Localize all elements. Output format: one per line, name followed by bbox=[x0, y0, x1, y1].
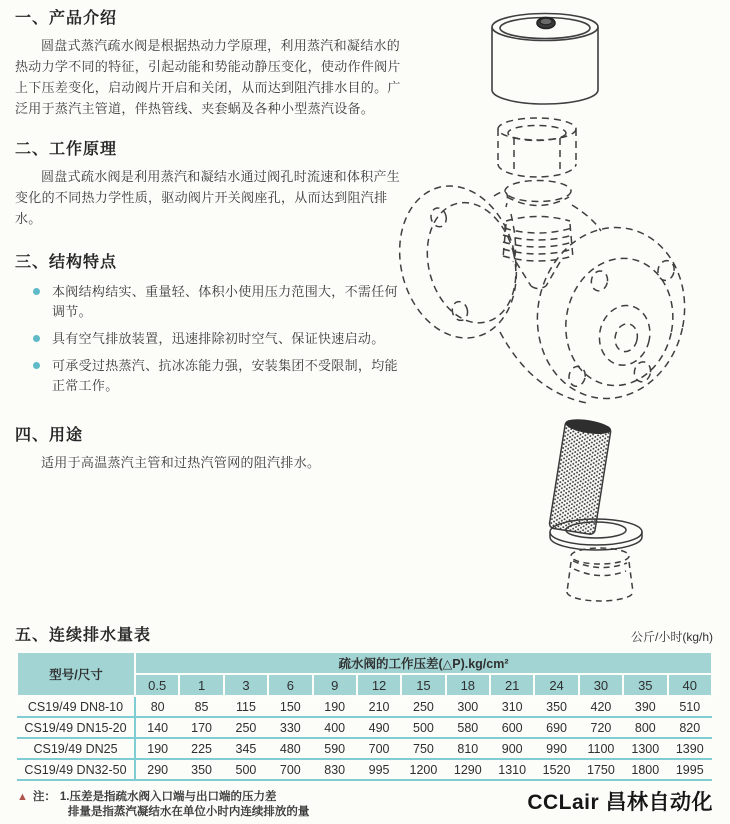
note-lines bbox=[60, 790, 310, 820]
value-cell: 85 bbox=[179, 696, 223, 717]
note-marker-icon: ▲ bbox=[17, 791, 28, 803]
value-cell: 600 bbox=[490, 717, 534, 738]
value-cell: 225 bbox=[179, 738, 223, 759]
table-row bbox=[17, 759, 712, 780]
value-cell: 500 bbox=[401, 717, 445, 738]
value-cell: 720 bbox=[579, 717, 623, 738]
model-cell: CS19/49 DN25 bbox=[17, 738, 135, 759]
feature-item bbox=[15, 329, 407, 349]
pressure-header-cell: 40 bbox=[668, 674, 713, 696]
value-cell: 1200 bbox=[401, 759, 445, 780]
unit-label: 公斤/小时(kg/h) bbox=[630, 630, 713, 644]
section-4-heading: 四、用途 bbox=[15, 427, 84, 444]
value-cell: 820 bbox=[668, 717, 713, 738]
pressure-header-cell: 3 bbox=[224, 674, 268, 696]
value-cell: 420 bbox=[579, 696, 623, 717]
value-cell: 250 bbox=[401, 696, 445, 717]
value-cell: 1520 bbox=[534, 759, 578, 780]
value-cell: 190 bbox=[313, 696, 357, 717]
value-cell: 400 bbox=[313, 717, 357, 738]
drainage-table-section bbox=[15, 622, 715, 781]
pressure-span-header: 疏水阀的工作压差(△P).kg/cm² bbox=[135, 652, 712, 674]
feature-text: 具有空气排放装置，迅速排除初时空气、保证快速启动。 bbox=[52, 331, 385, 346]
value-cell: 995 bbox=[357, 759, 401, 780]
value-cell: 510 bbox=[668, 696, 713, 717]
table-row bbox=[17, 717, 712, 738]
pressure-header-cell: 6 bbox=[268, 674, 312, 696]
value-cell: 300 bbox=[446, 696, 490, 717]
pressure-header-cell: 9 bbox=[313, 674, 357, 696]
section-2-body: 圆盘式疏水阀是利用蒸汽和凝结水通过阀孔时流速和体积产生变化的不同热力学性质，驱动阀片开关阀座孔，从而达到阻汽排水。 bbox=[15, 169, 401, 226]
value-cell: 500 bbox=[224, 759, 268, 780]
model-cell: CS19/49 DN15-20 bbox=[17, 717, 135, 738]
features-list bbox=[15, 282, 407, 396]
table-row bbox=[17, 738, 712, 759]
feature-item bbox=[15, 356, 407, 396]
value-cell: 1390 bbox=[668, 738, 713, 759]
value-cell: 350 bbox=[179, 759, 223, 780]
model-cell: CS19/49 DN8-10 bbox=[17, 696, 135, 717]
value-cell: 900 bbox=[490, 738, 534, 759]
value-cell: 990 bbox=[534, 738, 578, 759]
value-cell: 80 bbox=[135, 696, 179, 717]
feature-text: 可承受过热蒸汽、抗冰冻能力强，安装集团不受限制，均能正常工作。 bbox=[52, 358, 398, 393]
value-cell: 1100 bbox=[579, 738, 623, 759]
section-3-heading: 三、结构特点 bbox=[15, 254, 118, 271]
value-cell: 350 bbox=[534, 696, 578, 717]
section-1-body: 圆盘式蒸汽疏水阀是根据热动力学原理，利用蒸汽和凝结水的热动力学不同的特征，引起动能和势能动静压变化，使动作件阀片上下压差变化，启动阀片开启和关闭，从而达到阻汽排水目的。广泛用于蒸汽主管道，伴热管线、夹套蜗及各种小型蒸汽设备。 bbox=[15, 38, 401, 116]
bullet-icon bbox=[33, 362, 40, 369]
value-cell: 700 bbox=[268, 759, 312, 780]
bullet-icon bbox=[33, 288, 40, 295]
value-cell: 170 bbox=[179, 717, 223, 738]
value-cell: 390 bbox=[623, 696, 667, 717]
value-cell: 345 bbox=[224, 738, 268, 759]
value-cell: 700 bbox=[357, 738, 401, 759]
value-cell: 580 bbox=[446, 717, 490, 738]
valve-cap-drawing bbox=[492, 14, 598, 105]
pressure-header-cell: 1 bbox=[179, 674, 223, 696]
value-cell: 830 bbox=[313, 759, 357, 780]
table-row bbox=[17, 696, 712, 717]
value-cell: 750 bbox=[401, 738, 445, 759]
note-line-2: 排量是指蒸汽凝结水在单位小时内连续排放的量 bbox=[67, 806, 310, 818]
value-cell: 1300 bbox=[623, 738, 667, 759]
bonnet-nut-drawing bbox=[498, 118, 576, 177]
value-cell: 1310 bbox=[490, 759, 534, 780]
feature-text: 本阀结构结实、重量轻、体积小使用压力范围大，不需任何调节。 bbox=[52, 284, 398, 319]
section-4-body: 适用于高温蒸汽主管和过热汽管网的阻汽排水。 bbox=[41, 455, 321, 470]
value-cell: 800 bbox=[623, 717, 667, 738]
value-cell: 290 bbox=[135, 759, 179, 780]
value-cell: 490 bbox=[357, 717, 401, 738]
brand-logo: CCLair 昌林自动化 bbox=[527, 791, 713, 814]
pressure-header-cell: 21 bbox=[490, 674, 534, 696]
value-cell: 590 bbox=[313, 738, 357, 759]
value-cell: 480 bbox=[268, 738, 312, 759]
value-cell: 1290 bbox=[446, 759, 490, 780]
section-5-heading: 五、连续排水量表 bbox=[15, 627, 152, 644]
pressure-header-cell: 24 bbox=[534, 674, 578, 696]
pressure-header-cell: 12 bbox=[357, 674, 401, 696]
note-label: 注： bbox=[32, 791, 56, 803]
pressure-header-cell: 18 bbox=[446, 674, 490, 696]
section-2-heading: 二、工作原理 bbox=[15, 141, 118, 158]
value-cell: 310 bbox=[490, 696, 534, 717]
model-column-header: 型号/尺寸 bbox=[17, 652, 135, 696]
value-cell: 330 bbox=[268, 717, 312, 738]
value-cell: 115 bbox=[224, 696, 268, 717]
note-line-1: 1.压差是指疏水阀入口端与出口端的压力差 bbox=[59, 791, 277, 803]
value-cell: 1750 bbox=[579, 759, 623, 780]
value-cell: 150 bbox=[268, 696, 312, 717]
table-header-row bbox=[17, 652, 712, 674]
footnotes bbox=[17, 790, 309, 820]
section-1-heading: 一、产品介绍 bbox=[15, 10, 118, 27]
model-cell: CS19/49 DN32-50 bbox=[17, 759, 135, 780]
value-cell: 1995 bbox=[668, 759, 713, 780]
bullet-icon bbox=[33, 335, 40, 342]
strainer-drawing bbox=[549, 417, 642, 601]
valve-body-drawing bbox=[390, 173, 700, 412]
drainage-capacity-table bbox=[16, 651, 713, 781]
pressure-header-cell: 35 bbox=[623, 674, 667, 696]
value-cell: 250 bbox=[224, 717, 268, 738]
valve-exploded-technical-drawing bbox=[390, 0, 730, 618]
value-cell: 190 bbox=[135, 738, 179, 759]
pressure-header-cell: 30 bbox=[579, 674, 623, 696]
feature-item bbox=[15, 282, 407, 322]
value-cell: 1800 bbox=[623, 759, 667, 780]
pressure-header-cell: 15 bbox=[401, 674, 445, 696]
pressure-header-cell: 0.5 bbox=[135, 674, 179, 696]
value-cell: 810 bbox=[446, 738, 490, 759]
table-heading-row bbox=[15, 622, 715, 645]
value-cell: 210 bbox=[357, 696, 401, 717]
value-cell: 140 bbox=[135, 717, 179, 738]
text-column bbox=[15, 5, 407, 473]
value-cell: 690 bbox=[534, 717, 578, 738]
